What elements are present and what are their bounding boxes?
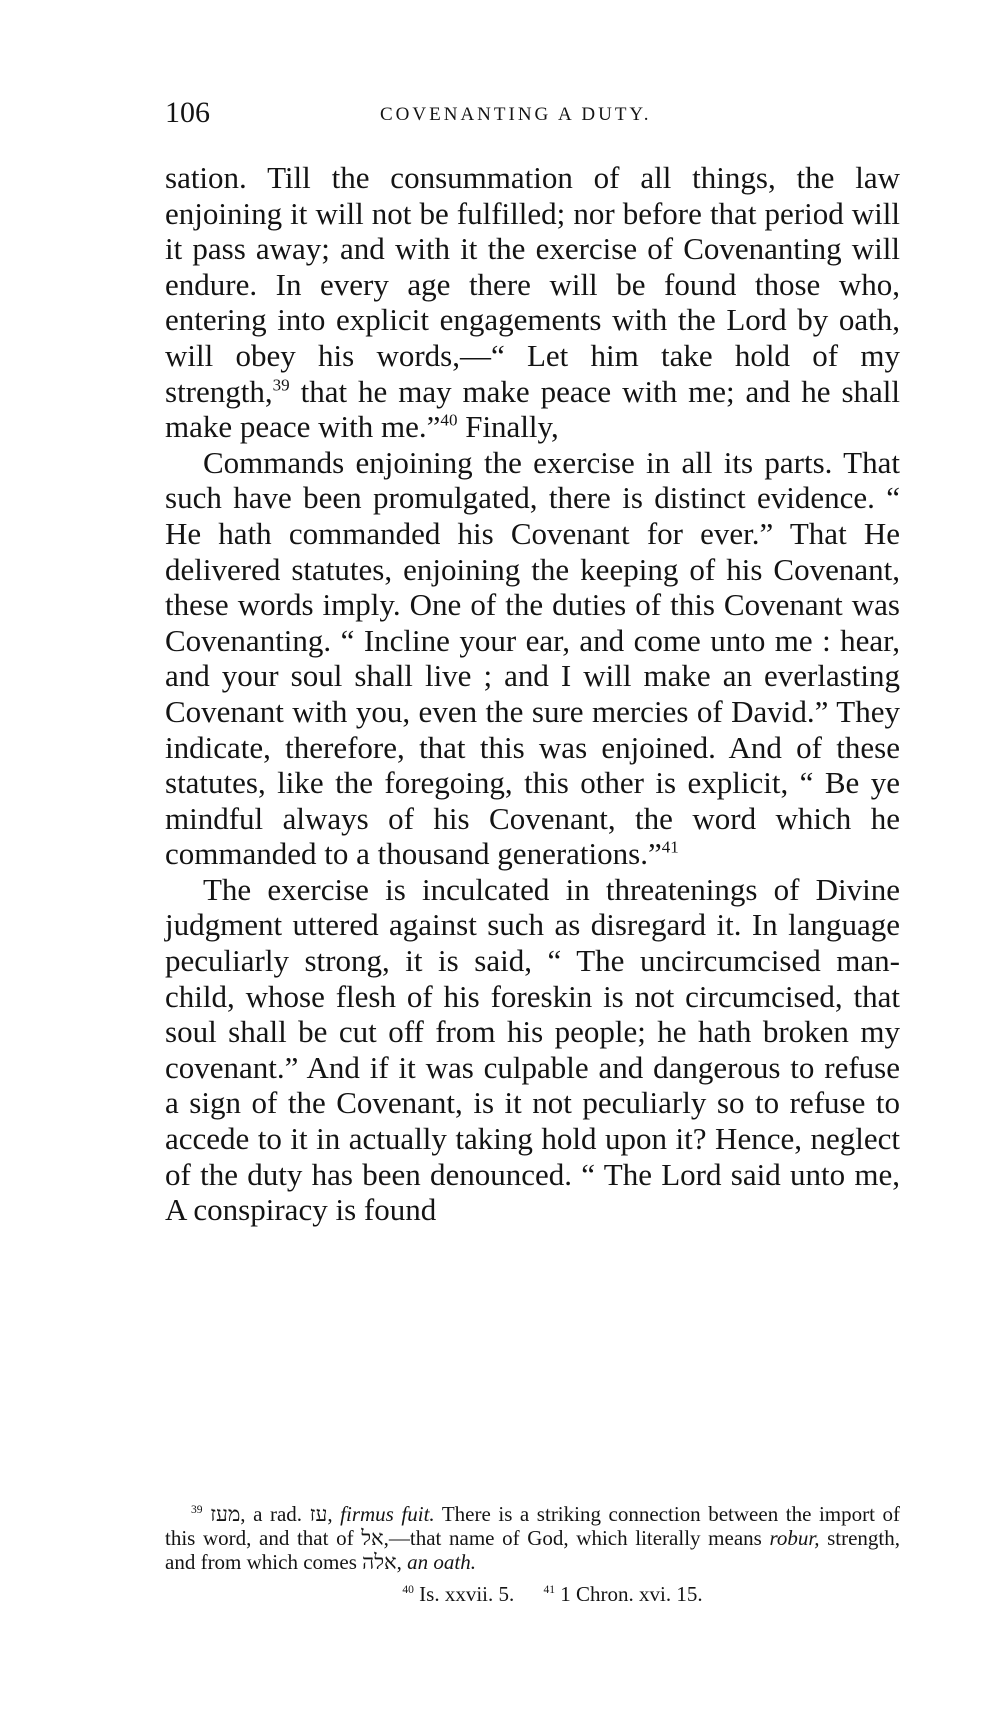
footnote-39-text-4: ,—that name of God, which literally means	[383, 1526, 770, 1550]
footnote-39-number: 39	[191, 1504, 203, 1516]
hebrew-word-3: אל	[361, 1526, 384, 1550]
footnote-41-text: 1 Chron. xvi. 15.	[560, 1582, 703, 1606]
footnote-40-text: Is. xxvii. 5.	[419, 1582, 515, 1606]
paragraph-1-part-b: that he may make peace with me; and he shall make peace with me.”	[165, 373, 900, 445]
footnote-references	[165, 1582, 900, 1606]
hebrew-word-4: אלה	[362, 1550, 397, 1574]
footnote-ref-39: 39	[272, 375, 290, 395]
footnote-39-text-1: , a rad.	[240, 1502, 310, 1526]
footnote-39-italic-1: firmus fuit.	[340, 1502, 435, 1526]
footnote-ref-41: 41	[661, 837, 679, 857]
paragraph-1-part-a: sation. Till the consummation of all things, the law enjoining it will not be fulfilled; nor before that period will it pass away; and with it the exercise of Covenanting will endure. In every age there will be found those who, entering into explicit engagements with the Lord by oath, will obey his words,—“ Let him take hold of my strength,	[165, 160, 900, 409]
footnote-39-text-5: strength, and from which comes	[165, 1526, 900, 1574]
footnotes	[165, 1502, 900, 1606]
paragraph-1-part-c: Finally,	[457, 409, 559, 445]
footnote-40	[402, 1582, 514, 1606]
footnote-41	[544, 1582, 703, 1606]
footnote-40-number: 40	[402, 1584, 414, 1596]
footnote-39-italic-3: an oath.	[407, 1550, 476, 1574]
page-number: 106	[165, 96, 210, 129]
running-title: COVENANTING A DUTY.	[380, 104, 652, 125]
paragraph-2-text: Commands enjoining the exercise in all its parts. That such have been promulgated, there is distinct evidence. “ He hath commanded his Covenant for ever.” That He delivered statutes, enjoining the keeping of his Covenant, these words imply. One of the duties of this Covenant was Covenanting. “ Incline your ear, and come unto me : hear, and your soul shall live ; and I will make an everlasting Covenant with you, even the sure mercies of David.” They indicate, therefore, that this was enjoined. And of these statutes, like the foregoing, this other is explicit, “ Be ye mindful always of his Covenant, the word which he commanded to a thousand generations.”	[165, 444, 900, 872]
main-text	[165, 160, 900, 1228]
footnote-39-italic-2: robur,	[769, 1526, 820, 1550]
footnote-39	[165, 1502, 900, 1574]
paragraph-1	[165, 160, 900, 445]
footnote-39-text-2: ,	[327, 1502, 341, 1526]
footnote-39-text-3: There is a striking connection between the import of this word, and that of	[165, 1502, 901, 1550]
footnote-39-text-6: ,	[396, 1550, 408, 1574]
footnote-41-number: 41	[543, 1584, 556, 1596]
hebrew-word-1: מעז	[210, 1502, 241, 1526]
paragraph-2	[165, 445, 900, 872]
paragraph-3: The exercise is inculcated in threatenings of Divine judgment uttered against such as disregard it. In language peculiarly strong, it is said, “ The uncircumcised man-child, whose flesh of his foreskin is not circumcised, that soul shall be cut off from his people; he hath broken my covenant.” And if it was culpable and dangerous to refuse a sign of the Covenant, is it not peculiarly so to refuse to accede to it in actually taking hold upon it? Hence, neglect of the duty has been denounced. “ The Lord said unto me, A conspiracy is found	[165, 871, 900, 1228]
hebrew-word-2: עז	[309, 1502, 328, 1526]
footnote-ref-40: 40	[440, 410, 458, 430]
page-header	[165, 96, 895, 136]
